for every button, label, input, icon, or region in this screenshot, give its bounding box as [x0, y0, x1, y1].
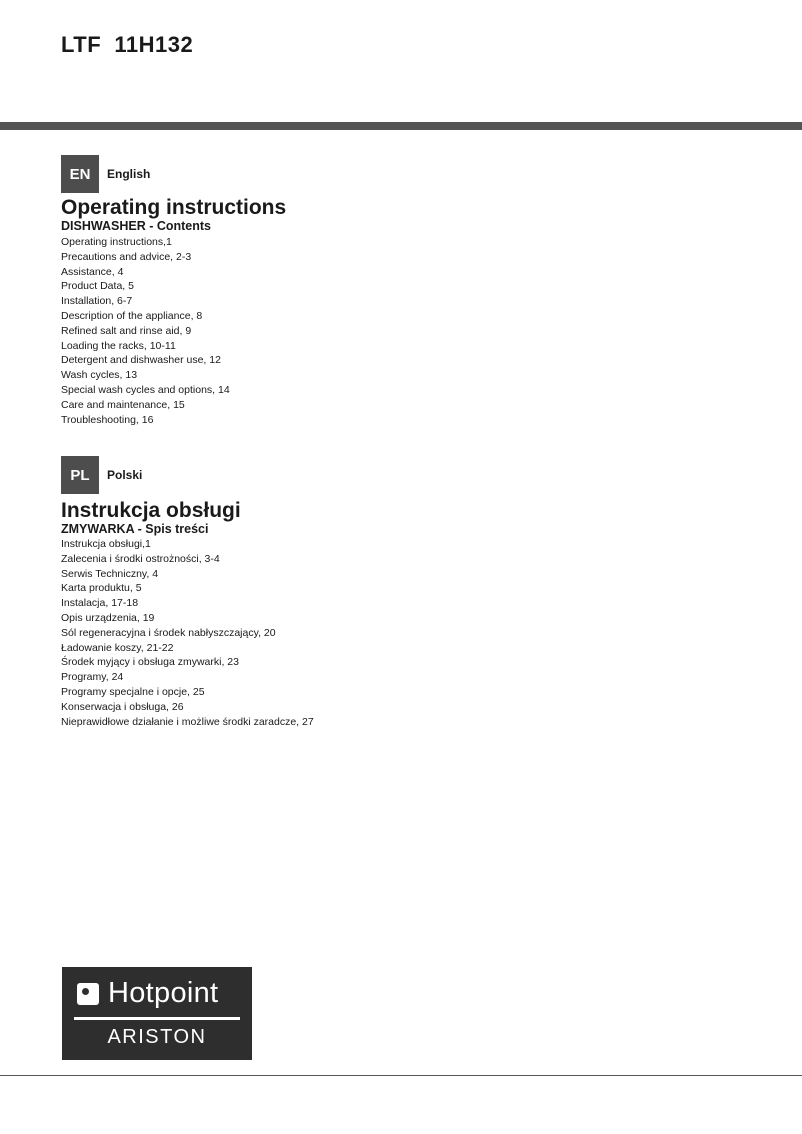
section-subtitle-pl: ZMYWARKA - Spis treści [61, 522, 209, 536]
section-title-en: Operating instructions [61, 196, 287, 219]
contents-item: Zalecenia i środki ostrożności, 3-4 [61, 552, 220, 565]
contents-item: Nieprawidłowe działanie i możliwe środki zaradcze, 27 [61, 715, 314, 728]
contents-item: Assistance, 4 [61, 265, 124, 278]
contents-item: Product Data, 5 [61, 280, 134, 293]
language-badge-pl: PL [61, 456, 99, 494]
section-title-pl: Instrukcja obsługi [61, 499, 241, 522]
header-divider [0, 122, 802, 130]
logo-divider [74, 1017, 240, 1020]
contents-item: Środek myjący i obsługa zmywarki, 23 [61, 656, 239, 669]
contents-item: Sól regeneracyjna i środek nabłyszczający, 20 [61, 626, 276, 639]
contents-item: Care and maintenance, 15 [61, 398, 185, 411]
contents-item: Operating instructions,1 [61, 236, 172, 248]
contents-item: Instrukcja obsługi,1 [61, 538, 151, 550]
contents-item: Karta produktu, 5 [61, 582, 142, 595]
contents-item: Serwis Techniczny, 4 [61, 567, 159, 580]
contents-item: Instalacja, 17-18 [61, 597, 139, 610]
section-subtitle-en: DISHWASHER - Contents [61, 219, 211, 233]
contents-list-pl [61, 537, 314, 729]
language-badge-en: EN [61, 155, 99, 193]
contents-item: Programy specjalne i opcje, 25 [61, 685, 205, 698]
contents-item: Description of the appliance, 8 [61, 309, 203, 322]
language-name-pl: Polski [107, 468, 143, 482]
contents-item: Installation, 6-7 [61, 295, 133, 308]
contents-item: Special wash cycles and options, 14 [61, 383, 230, 396]
language-header-pl [61, 456, 142, 494]
language-name-en: English [107, 167, 151, 181]
contents-item: Detergent and dishwasher use, 12 [61, 354, 221, 367]
contents-item: Loading the racks, 10-11 [61, 339, 176, 352]
logo-mark-icon [77, 983, 99, 1005]
brand-logo [62, 967, 252, 1060]
contents-list-en [61, 235, 230, 427]
logo-brand-text: Hotpoint [108, 977, 219, 1009]
contents-item: Troubleshooting, 16 [61, 413, 154, 426]
contents-item: Precautions and advice, 2-3 [61, 250, 192, 263]
contents-item: Wash cycles, 13 [61, 369, 138, 382]
contents-item: Konserwacja i obsługa, 26 [61, 700, 184, 713]
contents-item: Programy, 24 [61, 671, 124, 684]
footer-divider [0, 1075, 802, 1076]
language-header-en [61, 155, 150, 193]
contents-item: Refined salt and rinse aid, 9 [61, 324, 192, 337]
logo-sub-text: ARISTON [107, 1026, 207, 1048]
contents-item: Ładowanie koszy, 21-22 [61, 641, 174, 654]
contents-item: Opis urządzenia, 19 [61, 611, 155, 624]
model-number: LTF 11H132 [61, 32, 194, 57]
